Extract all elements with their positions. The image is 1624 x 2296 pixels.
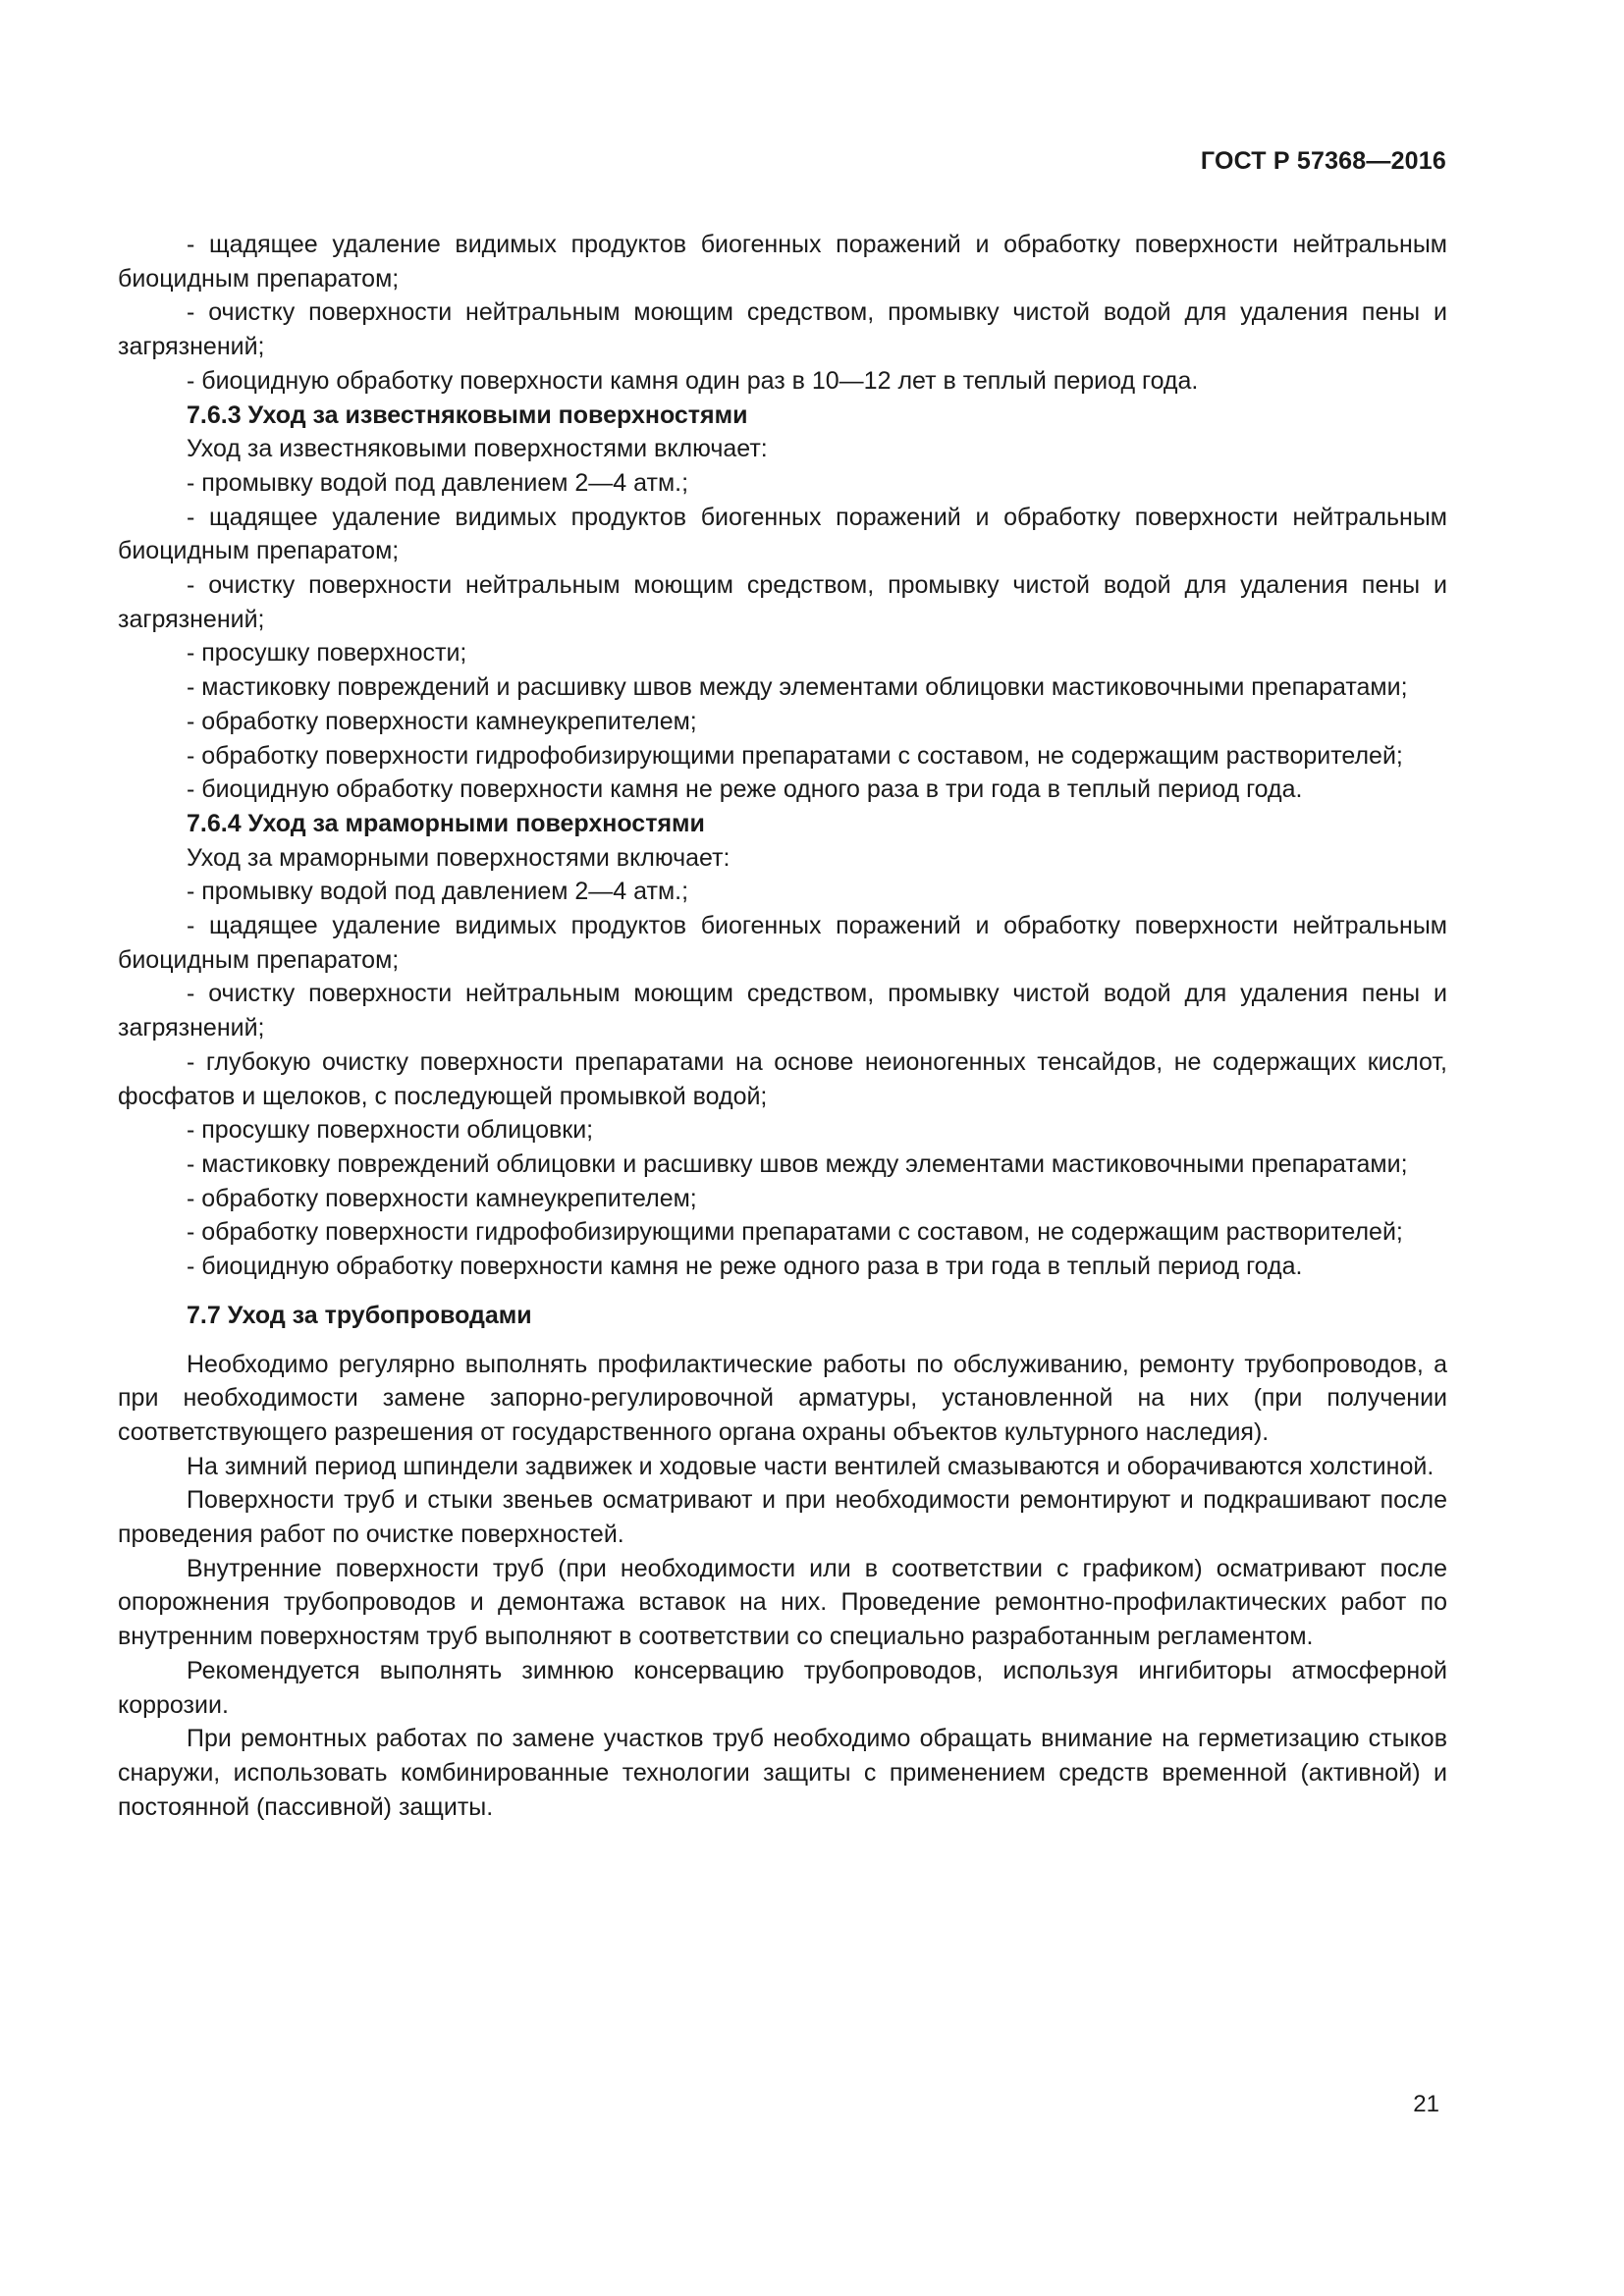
list-item: - щадящее удаление видимых продуктов биогенных поражений и обработку поверхности нейтральным биоцидным препаратом; [118,503,1447,565]
body-paragraph: Рекомендуется выполнять зимнюю консервацию трубопроводов, используя ингибиторы атмосферной коррозии. [118,1656,1447,1719]
list-item: - просушку поверхности; [187,639,467,667]
list-item: - щадящее удаление видимых продуктов биогенных поражений и обработку поверхности нейтральным биоцидным препаратом; [118,912,1447,974]
section-heading: 7.7 Уход за трубопроводами [187,1301,532,1329]
list-item: - мастиковку повреждений и расшивку швов между элементами облицовки мастиковочными препаратами; [187,673,1408,702]
list-item: - биоцидную обработку поверхности камня не реже одного раза в три года в теплый период года. [187,775,1303,804]
list-item: - очистку поверхности нейтральным моющим средством, промывку чистой водой для удаления пены и загрязнений; [118,298,1447,361]
body-paragraph: На зимний период шпиндели задвижек и ходовые части вентилей смазываются и оборачиваются холстиной. [187,1452,1435,1480]
subsection-heading: 7.6.4 Уход за мраморными поверхностями [187,809,705,837]
list-item: - промывку водой под давлением 2—4 атм.; [187,468,689,497]
subsection-heading: 7.6.3 Уход за известняковыми поверхностями [187,400,748,429]
list-intro: Уход за известняковыми поверхностями включает: [187,435,768,463]
body-paragraph: Необходимо регулярно выполнять профилактические работы по обслуживанию, ремонту трубопроводов, а при необходимости замене запорно-регулировочной арматуры, установленной на них (при получении соответствующего разрешения от государственного органа охраны объектов культурного наследия). [118,1350,1447,1446]
document-body [118,228,1447,1824]
list-item: - очистку поверхности нейтральным моющим средством, промывку чистой водой для удаления пены и загрязнений; [118,980,1447,1042]
list-item: - очистку поверхности нейтральным моющим средством, промывку чистой водой для удаления пены и загрязнений; [118,571,1447,633]
list-item: - обработку поверхности гидрофобизирующими препаратами с составом, не содержащим растворителей; [187,1218,1403,1247]
list-item: - обработку поверхности камнеукрепителем; [187,1184,697,1212]
list-item: - мастиковку повреждений облицовки и расшивку швов между элементами мастиковочными препаратами; [187,1149,1408,1178]
list-item: - обработку поверхности гидрофобизирующими препаратами с составом, не содержащим растворителей; [187,741,1403,770]
list-item: - щадящее удаление видимых продуктов биогенных поражений и обработку поверхности нейтральным биоцидным препаратом; [118,231,1447,293]
list-item: - биоцидную обработку поверхности камня один раз в 10—12 лет в теплый период года. [187,366,1199,395]
list-item: - просушку поверхности облицовки; [187,1116,594,1145]
page-number: 21 [1413,2091,1439,2117]
list-item: - биоцидную обработку поверхности камня не реже одного раза в три года в теплый период года. [187,1253,1303,1281]
list-item: - глубокую очистку поверхности препаратами на основе неионогенных тенсайдов, не содержащих кислот, фосфатов и щелоков, с последующей промывкой водой; [118,1047,1447,1110]
body-paragraph: Внутренние поверхности труб (при необходимости или в соответствии с графиком) осматривают после опорожнения трубопроводов и демонтажа вставок на них. Проведение ремонтно-профилактических работ по внутренним поверхностям труб выполняют в соответствии со специально разработанным регламентом. [118,1554,1447,1651]
list-item: - обработку поверхности камнеукрепителем; [187,707,697,735]
body-paragraph: При ремонтных работах по замене участков труб необходимо обращать внимание на герметизацию стыков снаружи, использовать комбинированные технологии защиты с применением средств временной (активной) и постоянной (пассивной) защиты. [118,1725,1447,1821]
document-code-header: ГОСТ Р 57368—2016 [1200,147,1446,175]
body-paragraph: Поверхности труб и стыки звеньев осматривают и при необходимости ремонтируют и подкрашивают после проведения работ по очистке поверхностей. [118,1486,1447,1549]
list-item: - промывку водой под давлением 2—4 атм.; [187,878,689,906]
list-intro: Уход за мраморными поверхностями включает: [187,843,731,872]
